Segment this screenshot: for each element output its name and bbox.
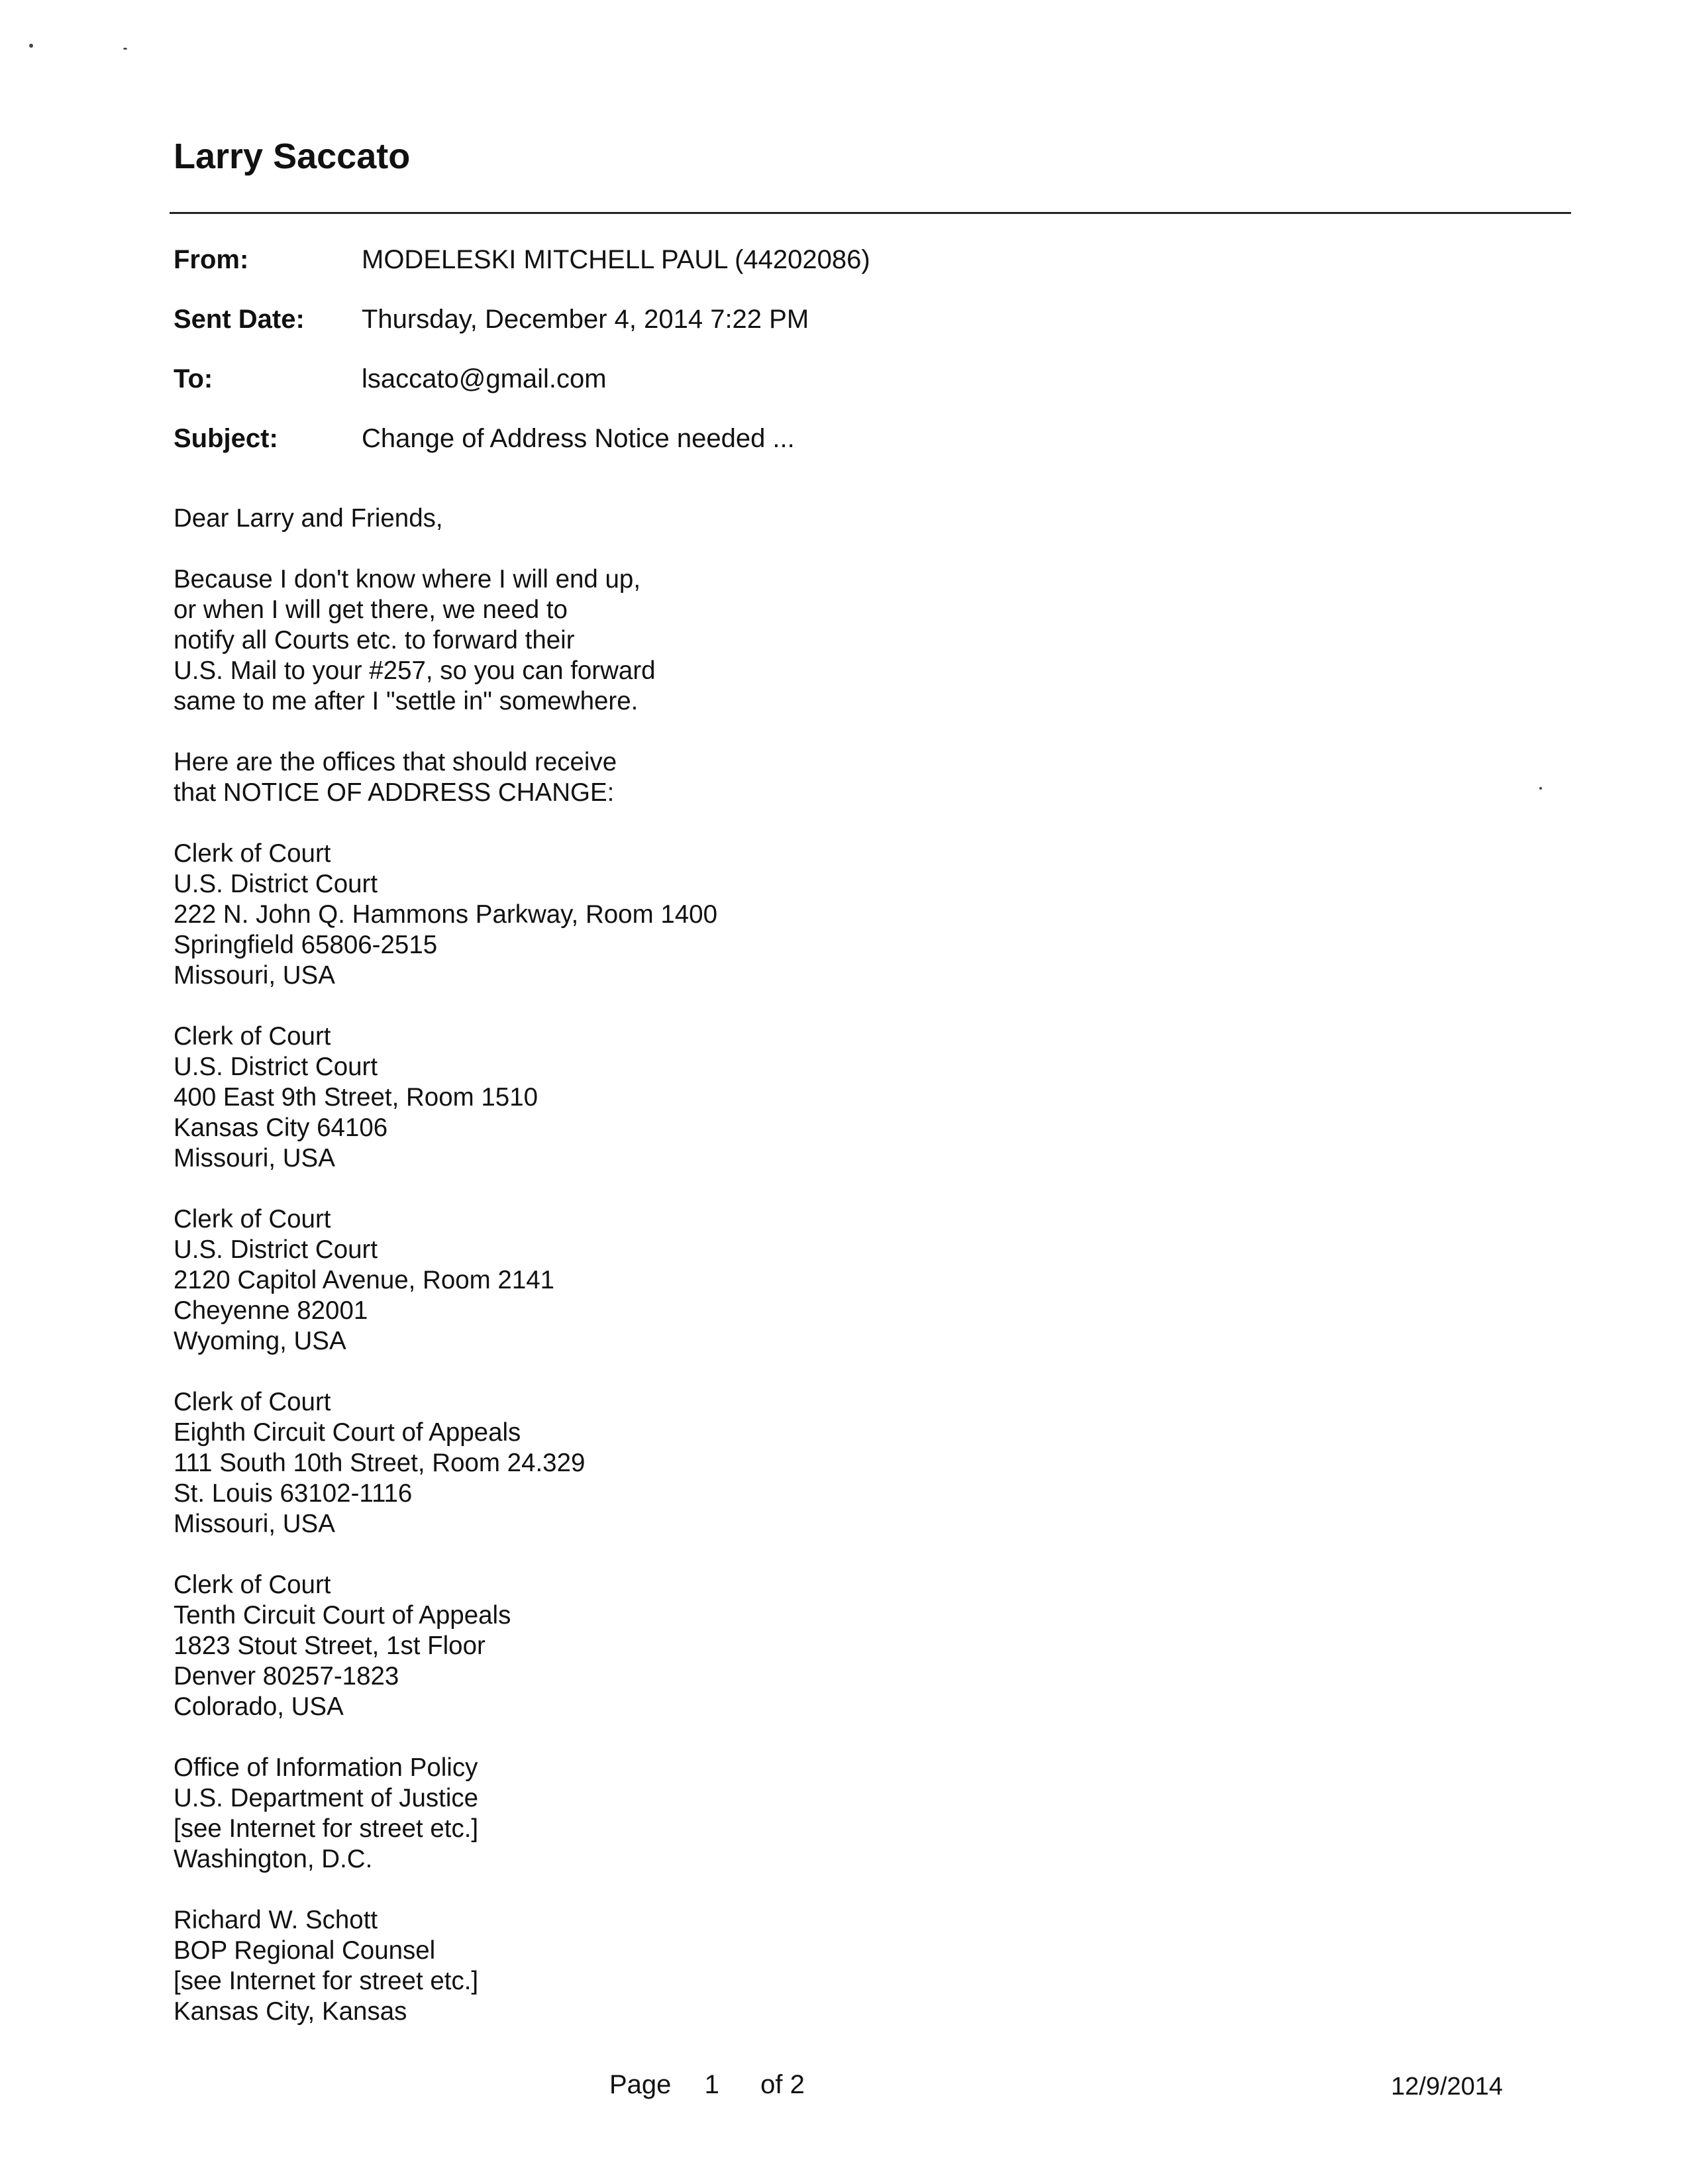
address-line: Office of Information Policy — [174, 1753, 478, 1782]
address-line: U.S. District Court — [174, 1235, 378, 1264]
greeting-line: Dear Larry and Friends, — [174, 504, 443, 533]
to-value: lsaccato@gmail.com — [362, 364, 607, 393]
address-line: U.S. District Court — [174, 870, 378, 898]
address-line: BOP Regional Counsel — [174, 1936, 436, 1965]
text-line: notify all Courts etc. to forward their — [174, 626, 575, 654]
address-line: 111 South 10th Street, Room 24.329 — [174, 1449, 586, 1477]
address-line: [see Internet for street etc.] — [174, 1814, 479, 1843]
address-line: Clerk of Court — [174, 1205, 331, 1233]
greeting — [174, 503, 1101, 534]
scan-speck — [1539, 787, 1542, 790]
address-block — [174, 1753, 1101, 1875]
address-line: Clerk of Court — [174, 1022, 331, 1051]
text-line: that NOTICE OF ADDRESS CHANGE: — [174, 778, 615, 807]
paragraph-offices-intro — [174, 747, 1101, 808]
address-line: Wyoming, USA — [174, 1327, 346, 1355]
from-value: MODELESKI MITCHELL PAUL (44202086) — [362, 245, 870, 274]
text-line: or when I will get there, we need to — [174, 596, 568, 624]
address-line: Tenth Circuit Court of Appeals — [174, 1601, 511, 1630]
from-label: From: — [174, 245, 249, 274]
address-block — [174, 1204, 1101, 1357]
address-line: St. Louis 63102-1116 — [174, 1479, 413, 1508]
address-line: Eighth Circuit Court of Appeals — [174, 1418, 521, 1447]
address-line: Missouri, USA — [174, 961, 335, 990]
address-line: Cheyenne 82001 — [174, 1296, 368, 1325]
address-block — [174, 1021, 1101, 1174]
address-line: Washington, D.C. — [174, 1845, 373, 1873]
subject-value: Change of Address Notice needed ... — [362, 424, 795, 453]
scan-speck — [123, 48, 127, 50]
page-indicator — [609, 2065, 805, 2105]
address-line: Clerk of Court — [174, 1571, 331, 1599]
page-word: Page — [609, 2070, 672, 2099]
address-block — [174, 1387, 1101, 1539]
address-block — [174, 839, 1101, 991]
address-line: [see Internet for street etc.] — [174, 1967, 479, 1995]
text-line: Here are the offices that should receive — [174, 748, 617, 776]
print-date: 12/9/2014 — [1391, 2073, 1504, 2101]
address-block — [174, 1570, 1101, 1722]
header-divider — [170, 212, 1571, 214]
paragraph-reason — [174, 564, 1101, 717]
subject-label: Subject: — [174, 424, 278, 453]
address-line: Kansas City 64106 — [174, 1114, 388, 1142]
address-line: U.S. Department of Justice — [174, 1784, 479, 1812]
address-line: Richard W. Schott — [174, 1906, 378, 1934]
address-line: 1823 Stout Street, 1st Floor — [174, 1632, 486, 1660]
address-line: 222 N. John Q. Hammons Parkway, Room 1400 — [174, 900, 717, 929]
address-line: Springfield 65806-2515 — [174, 931, 438, 959]
address-line: Denver 80257-1823 — [174, 1662, 399, 1690]
to-label: To: — [174, 364, 213, 393]
email-body — [174, 503, 1101, 2057]
scan-speck — [29, 44, 33, 48]
address-line: U.S. District Court — [174, 1053, 378, 1081]
address-line: Clerk of Court — [174, 1388, 331, 1416]
text-line: same to me after I "settle in" somewhere. — [174, 687, 639, 715]
address-line: Colorado, USA — [174, 1692, 344, 1721]
address-block — [174, 1905, 1101, 2027]
text-line: U.S. Mail to your #257, so you can forward — [174, 656, 656, 685]
address-line: Missouri, USA — [174, 1510, 335, 1538]
sent-date-label: Sent Date: — [174, 305, 305, 334]
address-line: Missouri, USA — [174, 1144, 335, 1172]
address-line: Kansas City, Kansas — [174, 1997, 407, 2026]
page-total: of 2 — [760, 2070, 805, 2099]
address-line: 2120 Capitol Avenue, Room 2141 — [174, 1266, 555, 1294]
document-title: Larry Saccato — [174, 136, 411, 176]
address-line: Clerk of Court — [174, 839, 331, 868]
address-line: 400 East 9th Street, Room 1510 — [174, 1083, 538, 1112]
page-number: 1 — [704, 2070, 719, 2099]
sent-date-value: Thursday, December 4, 2014 7:22 PM — [362, 305, 809, 334]
text-line: Because I don't know where I will end up, — [174, 565, 641, 594]
